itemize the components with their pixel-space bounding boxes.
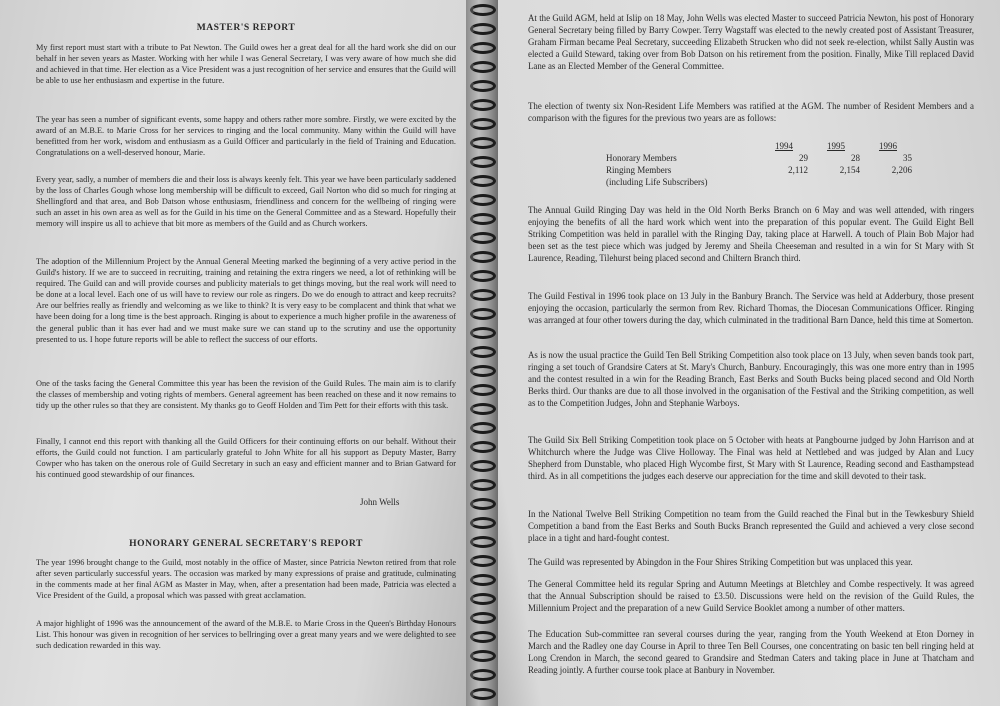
binding-ring bbox=[470, 346, 496, 358]
secretary-para-2: A major highlight of 1996 was the announcement of the award of the M.B.E. to Marie Cross in the Queen's Birthday Honours List. This honour was given in recognition of her services to bellringing over a great many years and we were delighted to see such dedication rewarded in this way. bbox=[36, 619, 456, 651]
masters-para-2: The year has seen a number of significant events, some happy and others rather more sombre. Firstly, we were excited by the award of an M.B.E. to Marie Cross for her services to ringing and the local community. Many within the Guild will have benefitted from her work, wisdom and enthusiasm as a Guild Officer and particularly in the field of Training and Education. Congratulations on a well-deserved honour, Marie. bbox=[36, 115, 456, 158]
binding-ring bbox=[470, 517, 496, 529]
festival-paragraph: The Guild Festival in 1996 took place on 13 July in the Banbury Branch. The Service was held at Adderbury, those present enjoying the occasion, particularly the sermon from Rev. Richard Thomas, the Diocesan Communications Officer. Ringing was arranged at four other towers during the day, which culminated in the traditional Barn Dance, held this time at Somerton. bbox=[528, 291, 974, 326]
binding-ring bbox=[470, 213, 496, 225]
row-label: Ringing Members bbox=[606, 165, 672, 175]
binding-ring bbox=[470, 232, 496, 244]
twelve-bell-paragraph: In the National Twelve Bell Striking Competition no team from the Guild reached the Final but in the Tewkesbury Shield Competition a band from the East Berks and South Bucks Branch represented the Guild and achieved a very close second place in a tight and hard-fought contest. bbox=[528, 509, 974, 544]
binding-ring bbox=[470, 479, 496, 491]
binding-ring bbox=[470, 61, 496, 73]
binding-ring bbox=[470, 669, 496, 681]
masters-para-1: My first report must start with a tribute to Pat Newton. The Guild owes her a great deal for all the hard work she did on our behalf in her seven years as Master. Working with her while I was General Secretary, I was very aware of how much she did and achieved in that time. Her election as a Vice President was a just recognition of her service and ensures that the Guild will be able to use her enthusiasm and expertise in the future. bbox=[36, 43, 456, 86]
binding-ring bbox=[470, 42, 496, 54]
election-paragraph: The election of twenty six Non-Resident Life Members was ratified at the AGM. The number of Resident Members and a comparison with the figures for the previous two years are as follows: bbox=[528, 101, 974, 124]
binding-ring bbox=[470, 422, 496, 434]
binding-ring bbox=[470, 612, 496, 624]
cell: 29 bbox=[799, 153, 808, 163]
education-paragraph: The Education Sub-committee ran several courses during the year, ranging from the Youth Weekend at Eton Dorney in March and the Radley one day Course in April to three Ten Bell Courses, one concentrating on basic ten bell ringing held at Long Crendon in March, the second geared to Grandsire and Stedman Caters and taking place in June at Thatcham and Reading jointly. A further course took place at Banbury in November. bbox=[528, 629, 974, 676]
binding-ring bbox=[470, 175, 496, 187]
row-label: (including Life Subscribers) bbox=[606, 177, 708, 187]
spiral-binding bbox=[466, 0, 498, 706]
binding-ring bbox=[470, 555, 496, 567]
binding-ring bbox=[470, 289, 496, 301]
six-bell-paragraph: The Guild Six Bell Striking Competition took place on 5 October with heats at Pangbourne judged by John Harrison and at Whitchurch where the Judge was Clive Holloway. The Final was held at Nettlebed and was judged by Alan and Lucy Shepherd from Dunstable, who placed High Wycombe first, St Mary with St Laurence, Reading second and Easthampstead third. As in all competitions the judges each deserve our appreciation for the time and skill devoted to their task. bbox=[528, 435, 974, 482]
cell: 28 bbox=[851, 153, 860, 163]
binding-ring bbox=[470, 365, 496, 377]
binding-ring bbox=[470, 403, 496, 415]
cell: 2,112 bbox=[788, 165, 808, 175]
binding-ring bbox=[470, 80, 496, 92]
binding-ring bbox=[470, 574, 496, 586]
table-row bbox=[604, 164, 914, 176]
binding-ring bbox=[470, 688, 496, 700]
binding-ring bbox=[470, 99, 496, 111]
year-1994: 1994 bbox=[775, 141, 793, 151]
binding-ring bbox=[470, 308, 496, 320]
table-row bbox=[604, 152, 914, 164]
ten-bell-paragraph: As is now the usual practice the Guild Ten Bell Striking Competition also took place on 13 July, when seven bands took part, ringing a set touch of Grandsire Caters at St. Mary's Church, Banbury. Encouragingly, this was one more entry than in 1995 and the contest resulted in a win for the Reading Branch, East Berks and South Bucks being placed second and Old North Berks third. Our thanks are due to all those involved in the organisation of the Festival and the Striking competition, as well as to the Competition Judges, John and Stephanie Warboys. bbox=[528, 350, 974, 409]
table-row bbox=[604, 176, 914, 188]
binding-ring bbox=[470, 270, 496, 282]
binding-ring bbox=[470, 441, 496, 453]
masters-para-6: Finally, I cannot end this report with thanking all the Guild Officers for their continuing efforts on our behalf. Without their efforts, the Guild could not function. I am particularly grateful to John White for all his support as Deputy Master, Barry Cowper who has taken on the onerous role of Guild Secretary in such an easy and efficient manner and to Brian Gatward for his continued good stewardship of our finances. bbox=[36, 437, 456, 480]
general-committee-paragraph: The General Committee held its regular Spring and Autumn Meetings at Bletchley and Combe respectively. It was agreed that the Annual Subscription should be raised to £3.50. Discussions were held on the revision of the Guild Rules, the Millennium Project and the preparation of a new Guild Service Booklet among a number of other matters. bbox=[528, 579, 974, 614]
row-label: Honorary Members bbox=[606, 153, 677, 163]
binding-ring bbox=[470, 631, 496, 643]
binding-ring bbox=[470, 460, 496, 472]
year-1996: 1996 bbox=[879, 141, 897, 151]
cell: 35 bbox=[903, 153, 912, 163]
binding-ring bbox=[470, 650, 496, 662]
binding-ring bbox=[470, 4, 496, 16]
binding-ring bbox=[470, 384, 496, 396]
binding-ring bbox=[470, 498, 496, 510]
secretary-para-1: The year 1996 brought change to the Guild, most notably in the office of Master, since Patricia Newton retired from that role after seven particularly successful years. The occasion was marked by many expressions of praise and gratitude, culminating in the comments made at her final AGM as Master in May, when, after a presentation had been made, Patricia was elected a Vice President of the Guild, a proposal which was passed with great acclamation. bbox=[36, 558, 456, 601]
ringing-day-paragraph: The Annual Guild Ringing Day was held in the Old North Berks Branch on 6 May and was well attended, with ringers enjoying the benefits of all the hard work which went into the preparation of this popular event. The Guild Eight Bell Striking Competition was held in parallel with the Ringing Day, taking place at Harwell. A touch of Plain Bob Major had been set as the test piece which was judged by Jeremy and Sheila Cheeseman and resulted in a win for St Mary with St Laurence, Reading, Tilehurst being placed second and Chiltern Branch third. bbox=[528, 205, 974, 264]
binding-ring bbox=[470, 194, 496, 206]
binding-ring bbox=[470, 251, 496, 263]
binding-ring bbox=[470, 327, 496, 339]
masters-signature: John Wells bbox=[360, 497, 400, 507]
agm-paragraph: At the Guild AGM, held at Islip on 18 May, John Wells was elected Master to succeed Patricia Newton, his post of Honorary General Secretary being filled by Barry Cowper. Terry Wagstaff was elected to the newly created post of Assistant Treasurer, Graham Firman became Peal Secretary, succeeding Elizabeth Strucken who did not seek re-election, whilst Sally Austin was elected a Guild Steward, taking over from Bob Datson on his retirement from the position. Finally, Mike Till replaced David Lane as an Elected Member of the General Committee. bbox=[528, 13, 974, 72]
members-table bbox=[604, 140, 914, 188]
binding-ring bbox=[470, 156, 496, 168]
masters-para-4: The adoption of the Millennium Project by the Annual General Meeting marked the beginning of a very active period in the Guild's history. If we are to succeed in recruiting, training and retaining the extra ringers we need, a lot of rethinking will be required. The Guild can and will provide courses and publicity materials to get things moving, but the real work will need to be done at a local level. Each one of us will have to review our role as ringers. Do we do enough to attract and keep recruits? Are our belfries really as friendly and welcoming as we like to think? It is very easy to be complacent and think that what we have been doing for a long time is the best approach. Ringing is about to experience a much higher profile in the awareness of the general public than it has ever had and we must make sure we can stand up to the scrutiny and use the opportunity presented to us. I hope future reports will be able to reflect the success of our efforts. bbox=[36, 257, 456, 344]
binding-ring bbox=[470, 118, 496, 130]
masters-para-3: Every year, sadly, a number of members die and their loss is always keenly felt. This year we have been particularly saddened by the loss of Charles Gough whose long membership will be difficult to exceed, Gail Norton who did so much for ringing at Shellingford and that area, and Bob Datson whose enthusiasm, friendliness and concern for the wellbeing of ringing were such an asset in his own area as well as for the Guild in his time on the General Committee and as a Steward. Hopefully their memory will inspire us all to achieve that bit more as members of the Guild and as Church workers. bbox=[36, 175, 456, 229]
binding-ring bbox=[470, 137, 496, 149]
masters-report-title: MASTER'S REPORT bbox=[196, 22, 296, 33]
year-1995: 1995 bbox=[827, 141, 845, 151]
binding-ring bbox=[470, 536, 496, 548]
members-table-header bbox=[604, 140, 914, 152]
binding-ring bbox=[470, 23, 496, 35]
cell: 2,206 bbox=[891, 165, 912, 175]
masters-para-5: One of the tasks facing the General Committee this year has been the revision of the Guild Rules. The main aim is to clarify the classes of membership and voting rights of members. General agreement has been reached on these and it now remains to tidy up the other rules so that they are consistent. My thanks go to Geoff Holden and Tim Pett for their efforts with this task. bbox=[36, 379, 456, 411]
secretary-report-title: HONORARY GENERAL SECRETARY'S REPORT bbox=[129, 538, 363, 549]
cell: 2,154 bbox=[839, 165, 860, 175]
binding-ring bbox=[470, 593, 496, 605]
four-shires-paragraph: The Guild was represented by Abingdon in the Four Shires Striking Competition but was unplaced this year. bbox=[528, 557, 913, 567]
